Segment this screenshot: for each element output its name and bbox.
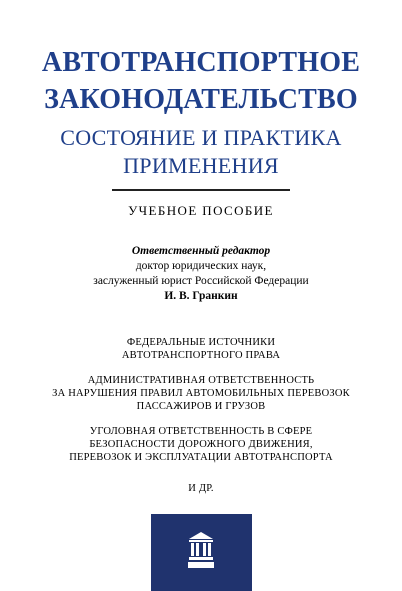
- topic-line: ФЕДЕРАЛЬНЫЕ ИСТОЧНИКИ: [126, 337, 276, 348]
- subtitle-line-2: ПРИМЕНЕНИЯ: [123, 153, 279, 178]
- book-title: [0, 44, 402, 118]
- title-line-1: АВТОТРАНСПОРТНОЕ: [41, 47, 361, 78]
- divider-rule: [112, 189, 290, 191]
- topic-line: ПАССАЖИРОВ И ГРУЗОВ: [136, 401, 266, 412]
- topic-etc: [0, 482, 402, 495]
- topic-line: АВТОТРАНСПОРТНОГО ПРАВА: [121, 350, 281, 361]
- book-kind: УЧЕБНОЕ ПОСОБИЕ: [128, 203, 274, 218]
- topic-administrative-liability: [0, 374, 402, 413]
- publisher-logo: [151, 514, 252, 591]
- editor-block: [0, 244, 402, 304]
- topic-line: И ДР.: [188, 483, 214, 494]
- topic-line: ЗА НАРУШЕНИЯ ПРАВИЛ АВТОМОБИЛЬНЫХ ПЕРЕВОЗОК: [52, 388, 350, 399]
- editor-degree: доктор юридических наук,: [135, 260, 267, 272]
- topic-criminal-liability: [0, 425, 402, 464]
- topic-line: БЕЗОПАСНОСТИ ДОРОЖНОГО ДВИЖЕНИЯ,: [89, 439, 313, 450]
- editor-honor: заслуженный юрист Российской Федерации: [93, 275, 309, 287]
- topic-line: ПЕРЕВОЗОК И ЭКСПЛУАТАЦИИ АВТОТРАНСПОРТА: [69, 452, 333, 463]
- book-subtitle: [0, 124, 402, 180]
- subtitle-line-1: СОСТОЯНИЕ И ПРАКТИКА: [60, 125, 342, 150]
- title-line-2: ЗАКОНОДАТЕЛЬСТВО: [44, 84, 358, 115]
- publisher-emblem-icon: [188, 531, 214, 571]
- topic-federal-sources: [0, 336, 402, 362]
- editor-name: И. В. Гранкин: [164, 290, 238, 302]
- editor-role: Ответственный редактор: [131, 245, 271, 257]
- topic-line: АДМИНИСТРАТИВНАЯ ОТВЕТСТВЕННОСТЬ: [87, 375, 315, 386]
- topic-line: УГОЛОВНАЯ ОТВЕТСТВЕННОСТЬ В СФЕРЕ: [89, 426, 313, 437]
